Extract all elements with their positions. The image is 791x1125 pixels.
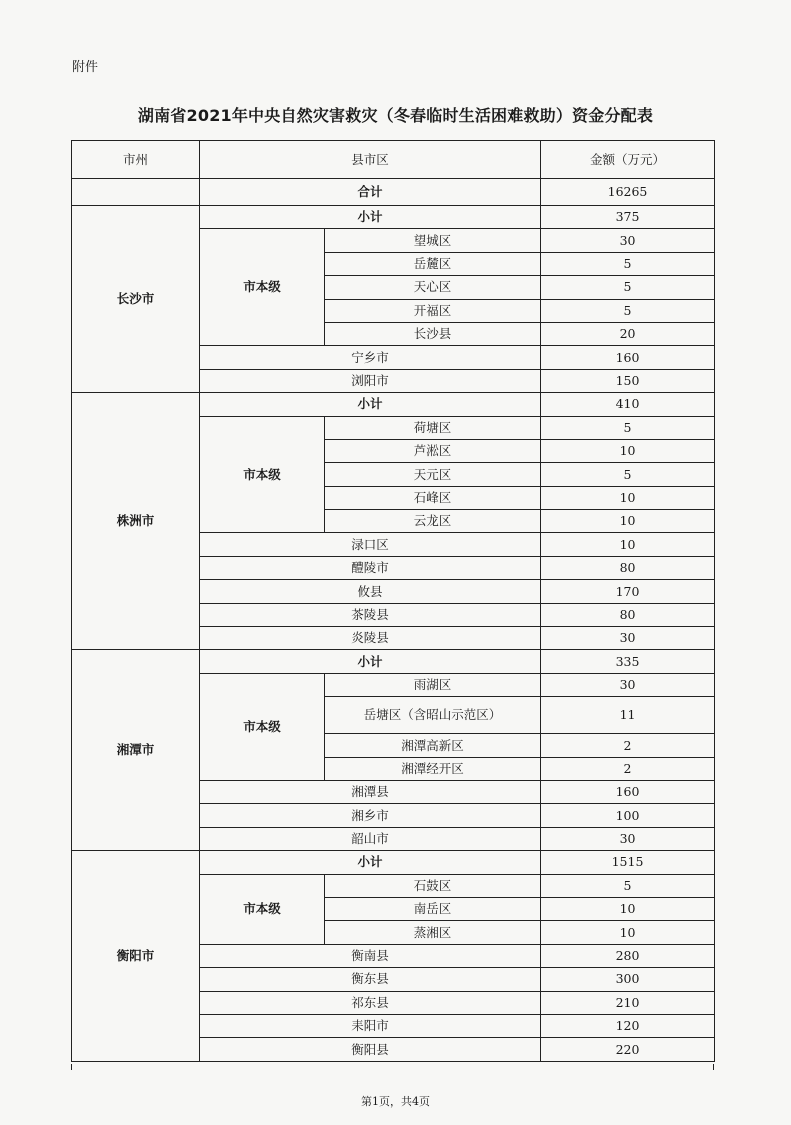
district-name: 蒸湘区: [325, 921, 541, 944]
district-amount: 20: [541, 322, 715, 345]
subtotal-row: [72, 650, 715, 673]
county-name: 衡阳县: [200, 1038, 541, 1061]
district-amount: 11: [541, 697, 715, 734]
district-name: 天元区: [325, 463, 541, 486]
county-name: 宁乡市: [200, 346, 541, 369]
county-name: 韶山市: [200, 827, 541, 850]
county-amount: 80: [541, 556, 715, 579]
subtotal-row: [72, 851, 715, 874]
district-amount: 30: [541, 229, 715, 252]
county-amount: 160: [541, 780, 715, 803]
district-amount: 10: [541, 921, 715, 944]
district-name: 天心区: [325, 276, 541, 299]
city-name: 湘潭市: [72, 650, 200, 851]
district-amount: 5: [541, 463, 715, 486]
total-label: 合计: [200, 179, 541, 206]
city-level-label: 市本级: [200, 229, 325, 346]
city-name: 长沙市: [72, 206, 200, 393]
district-amount: 10: [541, 439, 715, 462]
subtotal-label: 小计: [200, 206, 541, 229]
city-level-label: 市本级: [200, 673, 325, 780]
district-name: 南岳区: [325, 897, 541, 920]
district-amount: 5: [541, 299, 715, 322]
subtotal-amount: 335: [541, 650, 715, 673]
county-amount: 30: [541, 827, 715, 850]
subtotal-label: 小计: [200, 851, 541, 874]
district-name: 石峰区: [325, 486, 541, 509]
subtotal-label: 小计: [200, 393, 541, 416]
county-name: 醴陵市: [200, 556, 541, 579]
district-name: 芦淞区: [325, 439, 541, 462]
county-name: 衡东县: [200, 968, 541, 991]
subtotal-row: [72, 206, 715, 229]
district-name: 岳麓区: [325, 252, 541, 275]
county-amount: 10: [541, 533, 715, 556]
header-county: 县市区: [200, 141, 541, 179]
district-name: 雨湖区: [325, 673, 541, 696]
county-amount: 210: [541, 991, 715, 1014]
header-amount: 金额（万元）: [541, 141, 715, 179]
subtotal-label: 小计: [200, 650, 541, 673]
district-name: 长沙县: [325, 322, 541, 345]
subtotal-amount: 410: [541, 393, 715, 416]
county-name: 渌口区: [200, 533, 541, 556]
county-name: 浏阳市: [200, 369, 541, 392]
page-footer: 第1页，共4页: [361, 1095, 430, 1108]
district-name: 湘潭经开区: [325, 757, 541, 780]
district-name: 石鼓区: [325, 874, 541, 897]
header-city: 市州: [72, 141, 200, 179]
district-amount: 5: [541, 252, 715, 275]
county-amount: 120: [541, 1014, 715, 1037]
district-amount: 10: [541, 510, 715, 533]
district-amount: 10: [541, 897, 715, 920]
district-name: 云龙区: [325, 510, 541, 533]
district-name: 开福区: [325, 299, 541, 322]
city-level-label: 市本级: [200, 416, 325, 533]
district-name: 望城区: [325, 229, 541, 252]
county-amount: 280: [541, 944, 715, 967]
county-amount: 160: [541, 346, 715, 369]
district-name: 荷塘区: [325, 416, 541, 439]
county-amount: 30: [541, 627, 715, 650]
county-name: 茶陵县: [200, 603, 541, 626]
allocation-table: [71, 140, 715, 1062]
subtotal-amount: 375: [541, 206, 715, 229]
district-amount: 5: [541, 276, 715, 299]
county-name: 炎陵县: [200, 627, 541, 650]
county-name: 湘潭县: [200, 780, 541, 803]
subtotal-row: [72, 393, 715, 416]
county-amount: 170: [541, 580, 715, 603]
county-name: 祁东县: [200, 991, 541, 1014]
county-name: 衡南县: [200, 944, 541, 967]
table-header-row: [72, 141, 715, 179]
annex-label: 附件: [72, 60, 99, 75]
county-amount: 100: [541, 804, 715, 827]
district-amount: 10: [541, 486, 715, 509]
county-amount: 220: [541, 1038, 715, 1061]
document-title: 湖南省2021年中央自然灾害救灾（冬春临时生活困难救助）资金分配表: [137, 106, 654, 125]
county-amount: 150: [541, 369, 715, 392]
county-name: 耒阳市: [200, 1014, 541, 1037]
city-level-label: 市本级: [200, 874, 325, 944]
district-name: 岳塘区（含昭山示范区）: [325, 697, 541, 734]
county-amount: 300: [541, 968, 715, 991]
county-name: 攸县: [200, 580, 541, 603]
district-amount: 5: [541, 416, 715, 439]
total-amount: 16265: [541, 179, 715, 206]
county-name: 湘乡市: [200, 804, 541, 827]
district-amount: 2: [541, 757, 715, 780]
district-amount: 5: [541, 874, 715, 897]
district-amount: 2: [541, 734, 715, 757]
city-name: 株洲市: [72, 393, 200, 650]
district-amount: 30: [541, 673, 715, 696]
county-amount: 80: [541, 603, 715, 626]
subtotal-amount: 1515: [541, 851, 715, 874]
district-name: 湘潭高新区: [325, 734, 541, 757]
city-name: 衡阳市: [72, 851, 200, 1062]
total-row: [72, 179, 715, 206]
